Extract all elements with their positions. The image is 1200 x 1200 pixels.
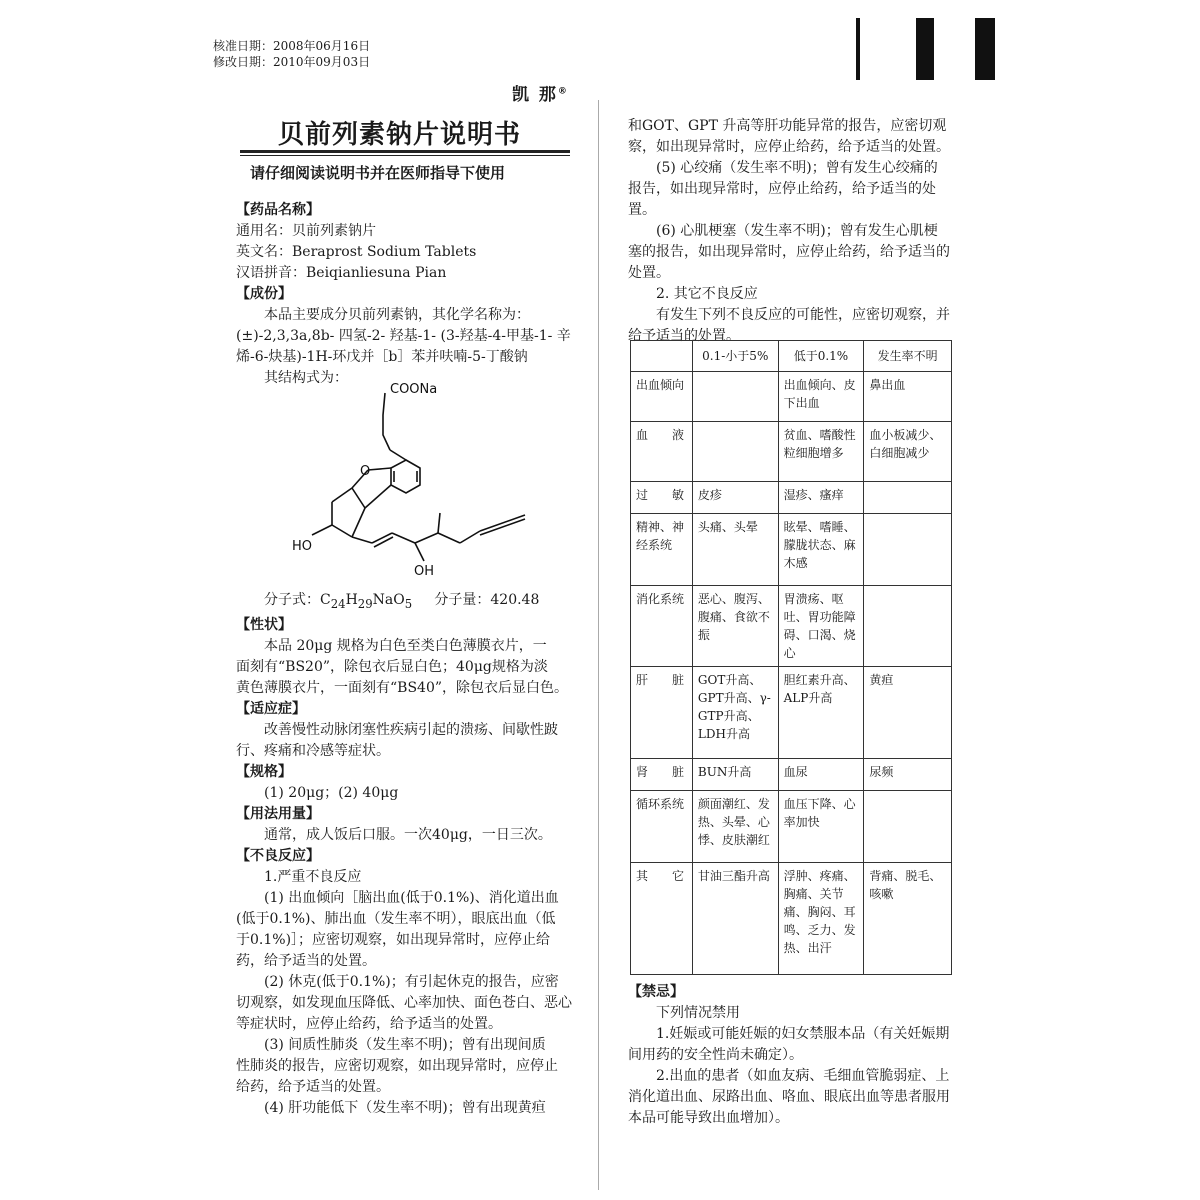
right-column-bottom — [628, 982, 958, 1129]
composition-line: 烯-6-炔基)-1H-环戊并［b］苯并呋喃-5-丁酸钠 — [236, 349, 528, 365]
table-header-cell: 低于0.1% — [778, 341, 864, 372]
adverse-line: 药，给予适当的处置。 — [236, 952, 376, 969]
ho-label: HO — [292, 539, 313, 554]
title-rule-thick — [240, 150, 570, 153]
formula-c-count: 24 — [330, 596, 346, 611]
table-cell: 血压下降、心率加快 — [778, 791, 864, 863]
formula-h-count: 29 — [357, 596, 373, 611]
table-cell: 循环系统 — [631, 791, 693, 863]
formula-label: 分子式： — [264, 592, 320, 608]
table-row — [631, 759, 952, 791]
section-drug-name: 【药品名称】 — [236, 202, 320, 218]
table-cell: BUN升高 — [692, 759, 778, 791]
adverse-line: (2) 休克(低于0.1%)；有引起休克的报告，应密 — [264, 973, 559, 990]
table-cell: 肾 脏 — [631, 759, 693, 791]
contra-line: 2.出血的患者（如血友病、毛细血管脆弱症、上 — [656, 1068, 950, 1084]
adverse-line: 性肺炎的报告，应密切观察，如出现异常时，应停止 — [236, 1057, 558, 1074]
text-line: 和GOT、GPT 升高等肝功能异常的报告，应密切观 — [628, 118, 947, 134]
table-cell — [864, 791, 952, 863]
table-cell — [692, 422, 778, 482]
table-cell: 出血倾向 — [631, 372, 693, 422]
table-cell — [864, 482, 952, 514]
table-cell: 头痛、头晕 — [692, 514, 778, 586]
brand-text: 凯 那 — [512, 85, 558, 105]
table-row — [631, 667, 952, 759]
table-row — [631, 791, 952, 863]
table-row — [631, 422, 952, 482]
char-line: 面刻有“BS20”，除包衣后显白色；40μg规格为淡 — [236, 658, 548, 675]
table-cell: 皮疹 — [692, 482, 778, 514]
table-header-cell: 0.1-小于5% — [692, 341, 778, 372]
contra-line: 本品可能导致出血增加）。 — [628, 1110, 789, 1126]
table-header-cell: 发生率不明 — [864, 341, 952, 372]
oxygen-label: O — [360, 464, 371, 479]
formula-o-count: 5 — [404, 596, 413, 611]
contra-line: 间用药的安全性尚未确定）。 — [628, 1047, 803, 1063]
text-line: 报告，如出现异常时，应停止给药，给予适当的处置。 — [628, 181, 936, 218]
char-line: 本品 20μg 规格为白色至类白色薄膜衣片，一 — [264, 637, 547, 654]
section-usage: 【用法用量】 — [236, 805, 320, 822]
section-composition: 【成份】 — [236, 286, 292, 302]
adverse-line: (3) 间质性肺炎（发生率不明)；曾有出现间质 — [264, 1036, 546, 1053]
table-cell — [864, 586, 952, 667]
coona-label: COONa — [390, 382, 438, 397]
table-cell: 黄疸 — [864, 667, 952, 759]
adverse-line: (1) 出血倾向［脑出血(低于0.1%)、消化道出血 — [264, 889, 559, 906]
table-cell: 过 敏 — [631, 482, 693, 514]
revision-date: 修改日期：2010年09月03日 — [213, 55, 371, 69]
section-indications: 【适应症】 — [236, 700, 306, 717]
adverse-reaction-table — [630, 340, 952, 975]
table-cell: 甘油三酯升高 — [692, 863, 778, 975]
table-header-cell — [631, 341, 693, 372]
text-line: 塞的报告，如出现异常时，应停止给药，给予适当的 — [628, 244, 950, 260]
adverse-line: (低于0.1%)、肺出血（发生率不明），眼底出血（低 — [236, 910, 556, 927]
table-cell: 出血倾向、皮下出血 — [778, 372, 864, 422]
approval-date: 核准日期：2008年06月16日 — [213, 39, 371, 53]
table-cell: 胃溃疡、呕吐、胃功能障碍、口渴、烧心 — [778, 586, 864, 667]
formula-line — [236, 590, 581, 615]
formula-nao: NaO — [372, 592, 405, 608]
table-row — [631, 586, 952, 667]
adverse-line: 等症状时，应停止给药，给予适当的处置。 — [236, 1015, 502, 1032]
table-header-row — [631, 341, 952, 372]
title-rule-thin — [240, 155, 570, 156]
table-cell: 胆红素升高、ALP升高 — [778, 667, 864, 759]
text-line: 有发生下列不良反应的可能性，应密切观察，并 — [656, 307, 950, 323]
english-name: 英文名：Beraprost Sodium Tablets — [236, 244, 477, 260]
molecular-weight: 分子量：420.48 — [434, 592, 540, 608]
column-separator — [598, 100, 599, 1190]
table-cell: 消化系统 — [631, 586, 693, 667]
chemical-structure — [290, 375, 550, 585]
structure-label: 其结构式为： — [264, 370, 348, 386]
formula-h: H — [345, 592, 358, 608]
table-cell: 湿疹、瘙痒 — [778, 482, 864, 514]
indication-line: 改善慢性动脉闭塞性疾病引起的溃疡、间歇性跛 — [264, 721, 558, 738]
table-cell — [864, 514, 952, 586]
table-cell: 其 它 — [631, 863, 693, 975]
text-line: (6) 心肌梗塞（发生率不明)；曾有发生心肌梗 — [656, 223, 938, 239]
pinyin-name: 汉语拼音：Beiqianliesuna Pian — [236, 265, 447, 281]
table-cell: GOT升高、GPT升高、γ-GTP升高、LDH升高 — [692, 667, 778, 759]
text-line: (5) 心绞痛（发生率不明)；曾有发生心绞痛的 — [656, 160, 938, 176]
contra-line: 消化道出血、尿路出血、咯血、眼底出血等患者服用 — [628, 1089, 950, 1105]
generic-name: 通用名：贝前列素钠片 — [236, 223, 376, 239]
table-cell: 颜面潮红、发热、头晕、心悸、皮肤潮红 — [692, 791, 778, 863]
adverse-line: (4) 肝功能低下（发生率不明)；曾有出现黄疸 — [264, 1099, 546, 1116]
marker-bar-2 — [916, 18, 934, 80]
table-cell: 恶心、腹泻、腹痛、食欲不振 — [692, 586, 778, 667]
left-column-bottom — [236, 590, 581, 1119]
table-row — [631, 514, 952, 586]
adverse-line: 于0.1%)］；应密切观察，如出现异常时，应停止给 — [236, 931, 551, 948]
contra-line: 下列情况禁用 — [656, 1005, 740, 1021]
subtitle: 请仔细阅读说明书并在医师指导下使用 — [250, 164, 506, 182]
table-cell: 血小板减少、白细胞减少 — [864, 422, 952, 482]
adverse-subtitle: 1.严重不良反应 — [264, 868, 362, 885]
section-contraindications: 【禁忌】 — [628, 984, 684, 1000]
text-line: 给予适当的处置。 — [628, 328, 740, 344]
spec-line: (1) 20μg；(2) 40μg — [264, 784, 399, 801]
char-line: 黄色薄膜衣片，一面刻有“BS40”，除包衣后显白色。 — [236, 679, 569, 696]
left-column-top — [236, 200, 581, 389]
registered-mark: ® — [557, 86, 569, 97]
marker-bar-3 — [975, 18, 995, 80]
table-cell: 鼻出血 — [864, 372, 952, 422]
table-row — [631, 372, 952, 422]
text-line: 察，如出现异常时，应停止给药，给予适当的处置。 — [628, 139, 950, 155]
usage-line: 通常，成人饭后口服。一次40μg，一日三次。 — [264, 826, 552, 843]
table-cell: 背痛、脱毛、咳嗽 — [864, 863, 952, 975]
oh-label: OH — [414, 564, 435, 579]
table-cell: 血尿 — [778, 759, 864, 791]
table-cell: 血 液 — [631, 422, 693, 482]
adverse-line: 给药，给予适当的处置。 — [236, 1078, 390, 1095]
right-column-top — [628, 116, 958, 347]
table-row — [631, 482, 952, 514]
marker-bar-1 — [856, 18, 860, 80]
section-characteristics: 【性状】 — [236, 616, 292, 633]
composition-line: (±)-2,3,3a,8b- 四氢-2- 羟基-1- (3-羟基-4-甲基-1- 辛 — [236, 328, 571, 344]
brand-name — [512, 80, 569, 105]
indication-line: 行、疼痛和冷感等症状。 — [236, 742, 390, 759]
table-cell: 贫血、嗜酸性粒细胞增多 — [778, 422, 864, 482]
table-cell — [692, 372, 778, 422]
text-line: 2. 其它不良反应 — [656, 286, 758, 302]
text-line: 处置。 — [628, 265, 670, 281]
formula-c: C — [320, 592, 331, 608]
composition-line: 本品主要成分贝前列素钠，其化学名称为： — [264, 307, 530, 323]
contra-line: 1.妊娠或可能妊娠的妇女禁服本品（有关妊娠期 — [656, 1026, 950, 1042]
section-specification: 【规格】 — [236, 763, 292, 780]
table-row — [631, 863, 952, 975]
table-cell: 浮肿、疼痛、胸痛、关节痛、胸闷、耳鸣、乏力、发热、出汗 — [778, 863, 864, 975]
document-dates — [213, 38, 370, 70]
table-cell: 尿频 — [864, 759, 952, 791]
table-cell: 肝 脏 — [631, 667, 693, 759]
table-cell: 精神、神经系统 — [631, 514, 693, 586]
adverse-line: 切观察，如发现血压降低、心率加快、面色苍白、恶心 — [236, 994, 572, 1011]
table-cell: 眩晕、嗜睡、朦胧状态、麻木感 — [778, 514, 864, 586]
page-title: 贝前列素钠片说明书 — [278, 120, 522, 150]
section-adverse-reactions: 【不良反应】 — [236, 847, 320, 864]
